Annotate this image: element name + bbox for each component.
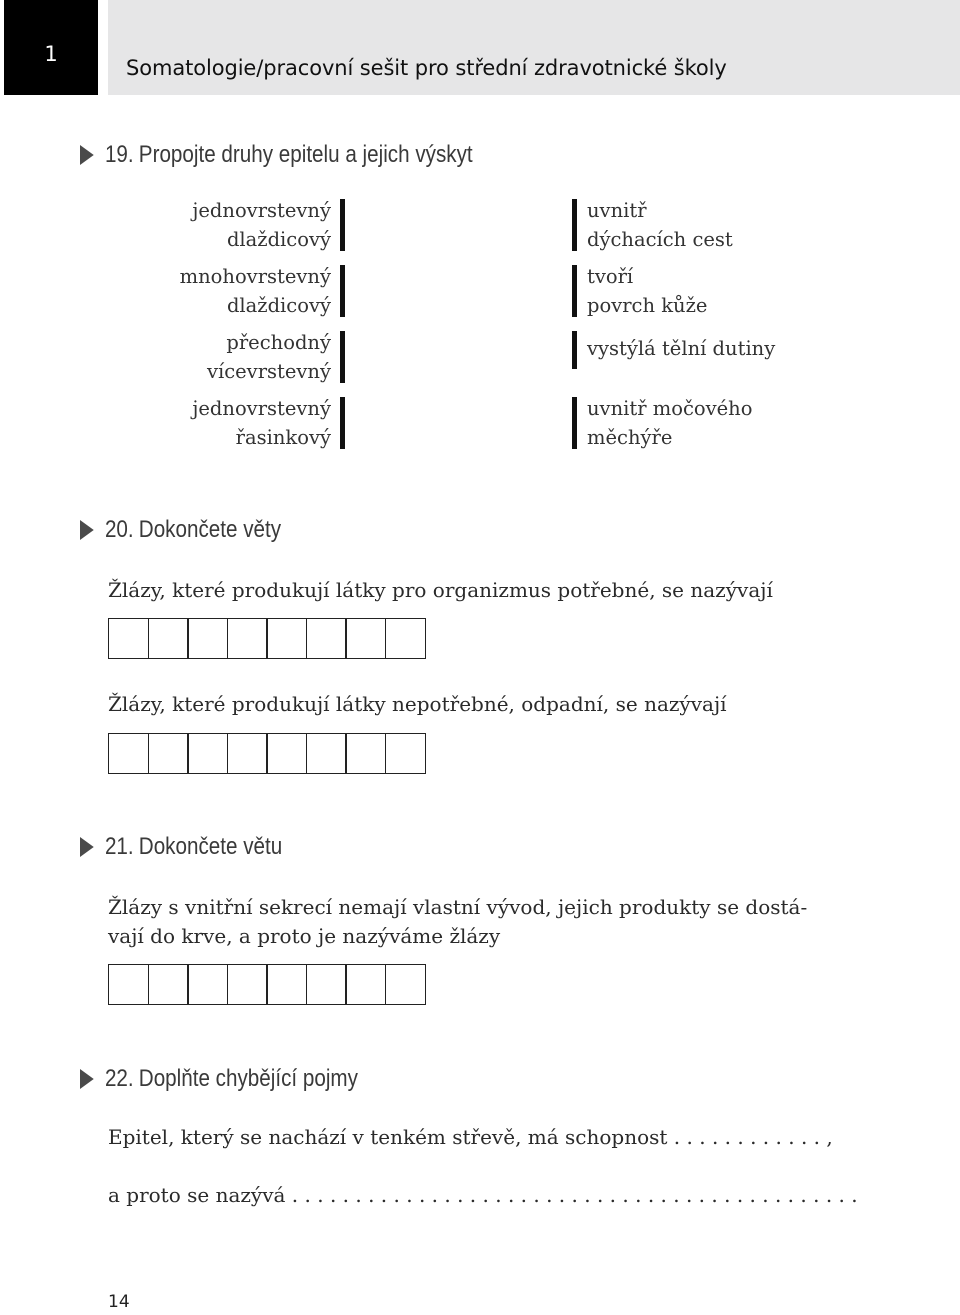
letter-box[interactable]	[306, 733, 347, 774]
matching-right-item[interactable]	[572, 262, 707, 320]
exercise-title: Dokončete věty	[138, 516, 282, 543]
letter-box[interactable]	[306, 618, 347, 659]
letter-box[interactable]	[187, 618, 228, 659]
exercise-number: 20.	[104, 516, 134, 543]
fill-in-line[interactable]: Epitel, který se nachází v tenkém střevě, má schopnost . . . . . . . . . . . . ,	[108, 1125, 833, 1149]
letter-box[interactable]	[227, 618, 268, 659]
item-line: uvnitř	[587, 199, 647, 222]
letter-box[interactable]	[306, 964, 347, 1005]
match-bar	[340, 199, 345, 251]
match-bar	[572, 265, 577, 317]
item-line: dlaždicový	[226, 228, 331, 251]
answer-boxes[interactable]	[108, 964, 424, 1005]
triangle-bullet-icon	[80, 837, 94, 857]
item-line: dlaždicový	[226, 294, 331, 317]
header-title-bar	[108, 0, 960, 95]
exercise-sentence: Žlázy, které produkují látky nepotřebné, odpadní, se nazývají	[108, 692, 727, 716]
letter-box[interactable]	[187, 964, 228, 1005]
match-bar	[340, 331, 345, 383]
matching-right-item[interactable]	[572, 334, 775, 363]
letter-box[interactable]	[227, 964, 268, 1005]
exercise-sentence-line: Žlázy s vnitřní sekrecí nemají vlastní vývod, jejich produkty se dostá-	[108, 895, 808, 919]
exercise-number: 19.	[104, 141, 134, 168]
matching-right-item[interactable]	[572, 196, 733, 254]
letter-box[interactable]	[148, 733, 189, 774]
matching-left-item[interactable]	[180, 262, 345, 320]
triangle-bullet-icon	[80, 1069, 94, 1089]
letter-box[interactable]	[108, 964, 149, 1005]
letter-box[interactable]	[108, 733, 149, 774]
matching-left-item[interactable]	[192, 196, 345, 254]
letter-box[interactable]	[266, 618, 307, 659]
match-bar	[572, 331, 577, 369]
item-line: povrch kůže	[587, 294, 708, 317]
chapter-number: 1	[44, 41, 58, 66]
item-line: vícevrstevný	[206, 360, 331, 383]
exercise-sentence: Žlázy, které produkují látky pro organizmus potřebné, se nazývají	[108, 578, 773, 602]
exercise-21-heading	[80, 827, 282, 867]
answer-boxes[interactable]	[108, 733, 424, 774]
item-line: měchýře	[587, 426, 673, 449]
letter-box[interactable]	[385, 964, 426, 1005]
exercise-20-heading	[80, 510, 281, 550]
letter-box[interactable]	[385, 618, 426, 659]
match-bar	[572, 397, 577, 449]
triangle-bullet-icon	[80, 520, 94, 540]
exercise-title: Doplňte chybějící pojmy	[138, 1065, 358, 1092]
item-line: tvoří	[587, 265, 634, 288]
chapter-number-tab	[4, 0, 98, 95]
item-line: jednovrstevný	[192, 199, 331, 222]
page-number: 14	[108, 1292, 130, 1312]
item-line: dýchacích cest	[587, 228, 733, 251]
answer-boxes[interactable]	[108, 618, 424, 659]
letter-box[interactable]	[108, 618, 149, 659]
exercise-title: Dokončete větu	[138, 833, 283, 860]
letter-box[interactable]	[266, 964, 307, 1005]
triangle-bullet-icon	[80, 145, 94, 165]
letter-box[interactable]	[227, 733, 268, 774]
letter-box[interactable]	[385, 733, 426, 774]
matching-left-item[interactable]	[192, 394, 345, 452]
letter-box[interactable]	[187, 733, 228, 774]
letter-box[interactable]	[345, 733, 386, 774]
exercise-19-heading	[80, 135, 473, 175]
header-title: Somatologie/pracovní sešit pro střední zdravotnické školy	[126, 56, 727, 80]
exercise-number: 21.	[104, 833, 134, 860]
item-line: mnohovrstevný	[179, 265, 331, 288]
item-line: vystýlá tělní dutiny	[587, 337, 776, 360]
fill-in-line[interactable]: a proto se nazývá . . . . . . . . . . . . . . . . . . . . . . . . . . . . . . . . . . . . . . . . . . . . .	[108, 1183, 858, 1207]
exercise-22-heading	[80, 1059, 358, 1099]
matching-right-item[interactable]	[572, 394, 752, 452]
letter-box[interactable]	[148, 618, 189, 659]
exercise-sentence-line: vají do krve, a proto je nazýváme žlázy	[108, 924, 501, 948]
exercise-title: Propojte druhy epitelu a jejich výskyt	[138, 141, 473, 168]
exercise-number: 22.	[104, 1065, 134, 1092]
letter-box[interactable]	[345, 964, 386, 1005]
match-bar	[572, 199, 577, 251]
item-line: jednovrstevný	[192, 397, 331, 420]
matching-left-item[interactable]	[207, 328, 345, 386]
letter-box[interactable]	[345, 618, 386, 659]
match-bar	[340, 265, 345, 317]
item-line: řasinkový	[235, 426, 331, 449]
letter-box[interactable]	[148, 964, 189, 1005]
item-line: uvnitř močového	[587, 397, 753, 420]
match-bar	[340, 397, 345, 449]
item-line: přechodný	[226, 331, 331, 354]
letter-box[interactable]	[266, 733, 307, 774]
